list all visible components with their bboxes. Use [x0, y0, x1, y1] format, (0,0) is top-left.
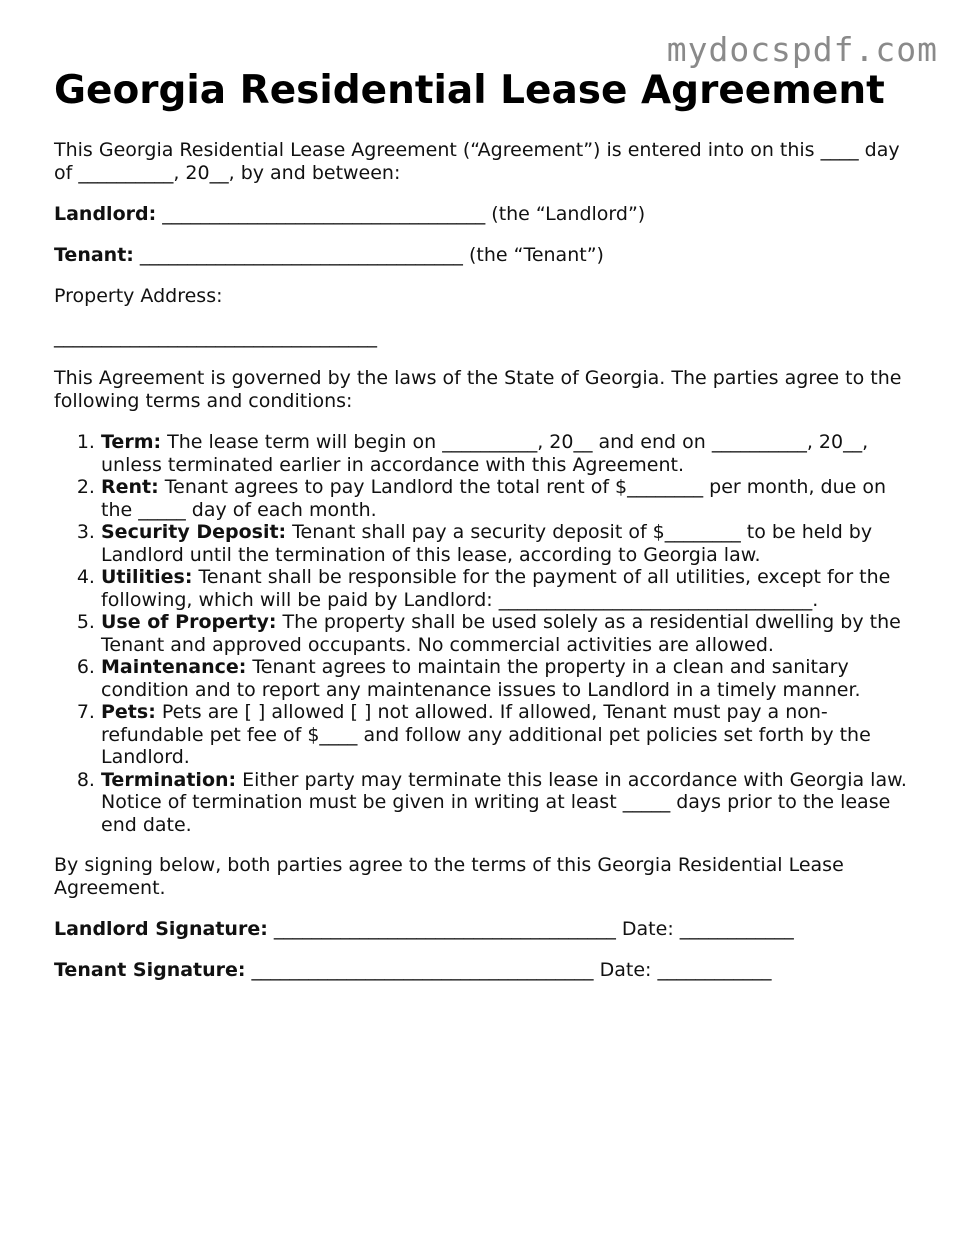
landlord-label: Landlord:: [54, 203, 157, 225]
term-text: Tenant agrees to maintain the property in a clean and sanitary condition and to report any maintenance issues to Landlord in a timely manner.: [101, 656, 861, 701]
term-text: Tenant shall pay a security deposit of $________ to be held by Landlord until the termination of this lease, according to Georgia law.: [101, 521, 873, 566]
term-text: The property shall be used solely as a residential dwelling by the Tenant and approved occupants. No commercial activities are allowed.: [101, 611, 901, 656]
terms-list: [54, 431, 914, 836]
term-label: Utilities:: [101, 566, 193, 588]
term-label: Use of Property:: [101, 611, 277, 633]
term-item-security-deposit: [101, 521, 914, 566]
term-item-use-of-property: [101, 611, 914, 656]
term-text: Either party may terminate this lease in accordance with Georgia law. Notice of termination must be given in writing at least _____ days prior to the lease end date.: [101, 768, 907, 836]
term-text: The lease term will begin on __________, 20__ and end on __________, 20__, unless terminated earlier in accordance with this Agreement.: [101, 431, 869, 476]
document-page: [54, 68, 914, 982]
landlord-line: [54, 203, 914, 226]
term-item-termination: [101, 769, 914, 837]
tenant-signature-blank: ____________________________________ Date: ____________: [245, 959, 772, 981]
term-text: Pets are [ ] allowed [ ] not allowed. If allowed, Tenant must pay a non-refundable pet fee of $____ and follow any additional pet policies set forth by the Landlord.: [101, 701, 871, 768]
tenant-label: Tenant:: [54, 244, 134, 266]
term-item-utilities: [101, 566, 914, 611]
term-item-pets: [101, 701, 914, 769]
governed-paragraph: This Agreement is governed by the laws of the State of Georgia. The parties agree to the following terms and conditions:: [54, 367, 902, 412]
landlord-signature-label: Landlord Signature:: [54, 918, 268, 940]
closing-paragraph: By signing below, both parties agree to the terms of this Georgia Residential Lease Agreement.: [54, 854, 844, 899]
term-label: Rent:: [101, 476, 159, 498]
tenant-line: [54, 244, 914, 267]
term-text: Tenant shall be responsible for the payment of all utilities, except for the following, which will be paid by Landlord: _________________________________.: [101, 566, 891, 611]
term-text: Tenant agrees to pay Landlord the total rent of $________ per month, due on the _____ day of each month.: [101, 476, 887, 521]
watermark: mydocspdf.com: [666, 30, 938, 69]
term-label: Security Deposit:: [101, 521, 287, 543]
tenant-blank: __________________________________ (the “Tenant”): [133, 244, 604, 266]
landlord-signature-line: [54, 918, 914, 941]
term-label: Pets:: [101, 701, 156, 723]
tenant-signature-line: [54, 959, 914, 982]
property-address-label: Property Address:: [54, 285, 223, 307]
term-label: Termination:: [101, 768, 237, 791]
document-title: Georgia Residential Lease Agreement: [54, 68, 885, 113]
term-label: Term:: [101, 431, 162, 453]
tenant-signature-label: Tenant Signature:: [54, 959, 246, 981]
term-item-rent: [101, 476, 914, 521]
term-item-term: [101, 431, 914, 476]
landlord-signature-blank: ____________________________________ Date: ____________: [267, 918, 794, 940]
landlord-blank: __________________________________ (the “Landlord”): [156, 203, 646, 225]
term-item-maintenance: [101, 656, 914, 701]
intro-paragraph: This Georgia Residential Lease Agreement (“Agreement”) is entered into on this ____ day of __________, 20__, by and between:: [54, 139, 900, 184]
property-address-blank: __________________________________: [54, 326, 377, 348]
term-label: Maintenance:: [101, 656, 247, 678]
